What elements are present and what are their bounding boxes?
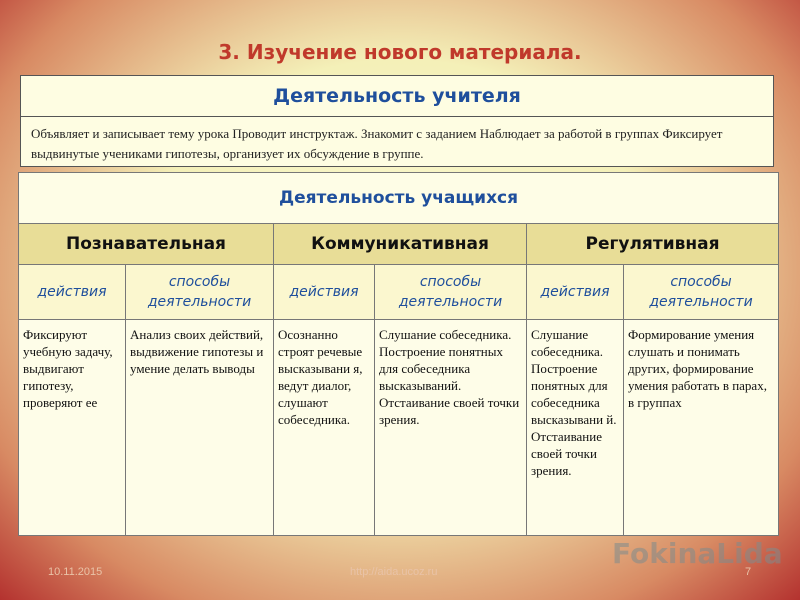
logo-text: FokinaLida [612, 536, 783, 570]
subheader-methods: способы деятельности [126, 265, 274, 320]
table-cell: Слушание собеседника. Построение понятных для собеседника высказываний. Отстаивание своей точки зрения. [375, 320, 527, 536]
table-cell: Фиксируют учебную задачу, выдвигают гипотезу, проверяют ее [19, 320, 126, 536]
table-cell: Слушание собеседника. Построение понятных для собеседника высказывани й. Отстаивание своей точки зрения. [527, 320, 624, 536]
teacher-activity-text: Объявляет и записывает тему урока Проводит инструктаж. Знакомит с заданием Наблюдает за работой в группах Фиксирует выдвинутые учениками гипотезы, организует их обсуждение в группе. [31, 126, 723, 161]
subheader-methods: способы деятельности [624, 265, 779, 320]
footer-url: http://aida.ucoz.ru [350, 566, 438, 578]
subheader-actions: действия [527, 265, 624, 320]
category-regulatory: Регулятивная [527, 224, 779, 265]
footer-date: 10.11.2015 [48, 566, 103, 578]
category-cognitive: Познавательная [19, 224, 274, 265]
subheader-methods: способы деятельности [375, 265, 527, 320]
table-cell: Осознанно строят речевые высказывани я, ведут диалог, слушают собеседника. [274, 320, 375, 536]
students-activity-table [18, 172, 779, 536]
subheader-actions: действия [19, 265, 126, 320]
table-cell: Формирование умения слушать и понимать других, формирование умения работать в парах, в группах [624, 320, 779, 536]
category-communicative: Коммуникативная [274, 224, 527, 265]
page-number: 7 [745, 566, 752, 578]
subheader-actions: действия [274, 265, 375, 320]
table-cell: Анализ своих действий, выдвижение гипотезы и умение делать выводы [126, 320, 274, 536]
teacher-activity-block [20, 75, 774, 167]
students-activity-header: Деятельность учащихся [19, 173, 779, 224]
slide-title: 3. Изучение нового материала. [218, 40, 582, 64]
teacher-activity-header: Деятельность учителя [21, 76, 773, 117]
